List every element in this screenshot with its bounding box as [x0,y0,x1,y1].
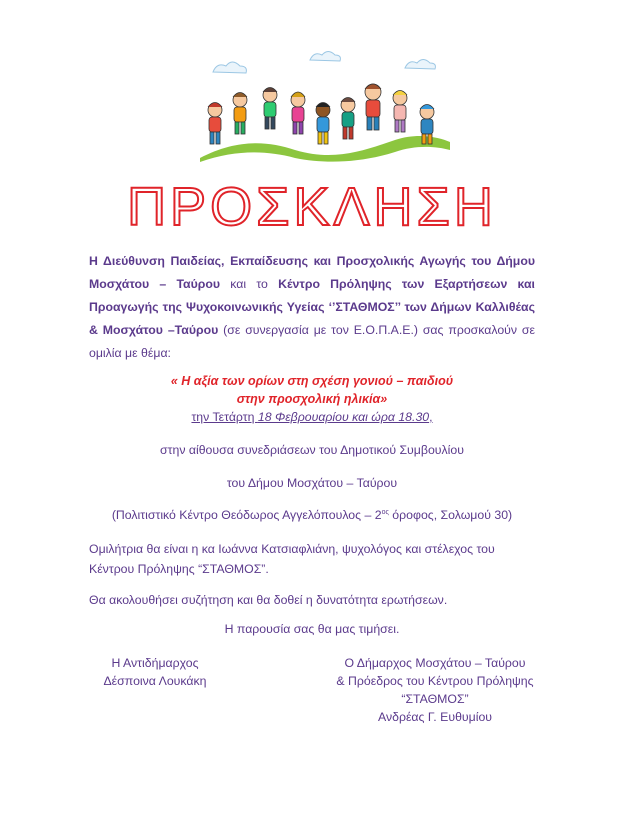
intro-organizer-1: Η Διεύθυνση Παιδείας, Εκπαίδευσης και Προσχολικής Αγωγής του Δήμου Μοσχάτου – Ταύρου [89,254,535,291]
intro-connector: και το [220,277,279,291]
page-title: ΠΡΟΣΚΛΗΣΗ [127,177,497,237]
topic-line-1: « Η αξία των ορίων στη σχέση γονιού – παιδιού [170,374,454,388]
date-prefix: την Τετάρτη [191,410,258,424]
children-illustration [195,50,455,165]
intro-paragraph [89,250,535,365]
child-figures [208,84,434,144]
speaker-paragraph: Ομιλήτρια θα είναι η κα Ιωάννα Κατσιαφλιάνη, ψυχολόγος και στέλεχος του Κέντρου Πρόληψης “ΣΤΑΘΜΟΣ”. [89,542,495,576]
signature-left [80,654,230,690]
date-suffix: , [429,410,433,424]
address-after: όροφος, Σολωμού 30) [388,508,513,522]
date-line [0,410,624,424]
address-sup: ος [381,508,389,516]
address-line [0,508,624,522]
title-container [0,175,624,239]
signature-right-name: Ανδρέας Γ. Ευθυμίου [377,710,493,724]
address-before: (Πολιτιστικό Κέντρο Θεόδωρος Αγγελόπουλος – 2 [111,508,382,522]
intro-tail: (σε συνεργασία με τον Ε.Ο.Π.Α.Ε.) σας προσκαλούν σε ομιλία με θέμα: [89,323,535,360]
date-italic: 18 Φεβρουαρίου και ώρα 18.30 [257,410,430,424]
venue-line-1: στην αίθουσα συνεδριάσεων του Δημοτικού Συμβουλίου [160,443,464,457]
signature-right-role-3: “ΣΤΑΘΜΟΣ” [401,692,469,706]
signature-left-role: Η Αντιδήμαρχος [111,656,199,670]
signature-right-role-2: & Πρόεδρος του Κέντρου Πρόληψης [336,674,534,688]
signature-left-name: Δέσποινα Λουκάκη [103,674,207,688]
cloud-icon [213,52,435,74]
lecture-topic [0,372,624,408]
intro-organizer-2: Κέντρο Πρόληψης των Εξαρτήσεων και Προαγωγής της Ψυχοκοινωνικής Υγείας ‘’ΣΤΑΘΜΟΣ’’ των Δήμων Καλλιθέας & Μοσχάτου –Ταύρου [89,277,535,337]
signature-right [310,654,560,726]
honor-line: Η παρουσία σας θα μας τιμήσει. [224,622,400,636]
discussion-paragraph: Θα ακολουθήσει συζήτηση και θα δοθεί η δυνατότητα ερωτήσεων. [89,593,448,607]
topic-line-2: στην προσχολική ηλικία» [236,392,388,406]
signature-right-role-1: Ο Δήμαρχος Μοσχάτου – Ταύρου [344,656,526,670]
venue-line-2: του Δήμου Μοσχάτου – Ταύρου [226,476,398,490]
